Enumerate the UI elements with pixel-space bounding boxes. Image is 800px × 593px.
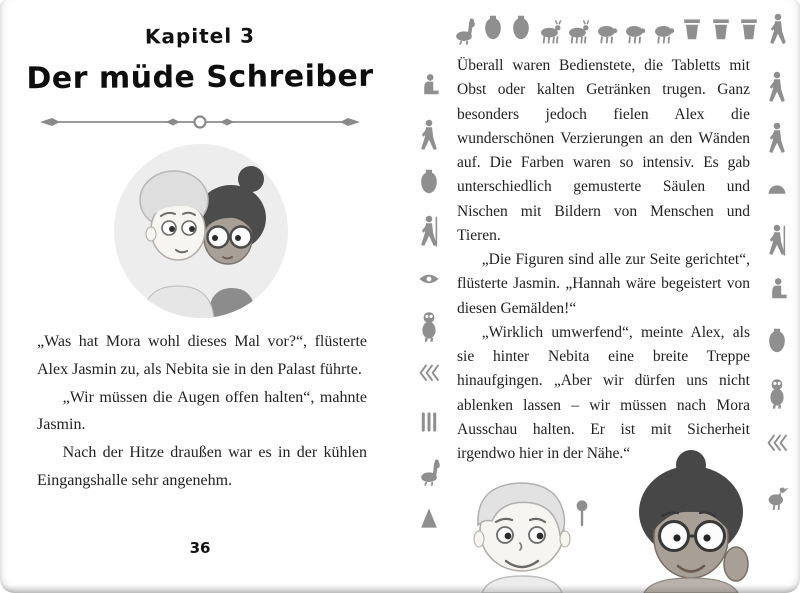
hieroglyph-right-border [760, 70, 794, 512]
divider-ornament-icon [38, 114, 362, 130]
page-number: 36 [189, 539, 211, 557]
hieroglyph-vase-icon [509, 12, 533, 46]
hieroglyph-cow-icon [538, 12, 562, 46]
hieroglyph-person-seated-icon [765, 274, 789, 308]
book-bottom-edge [0, 585, 800, 593]
hieroglyph-vase-icon [481, 12, 505, 46]
hieroglyph-basket-icon [680, 12, 704, 46]
paragraph: „Wirklich umwerfend“, meinte Alex, als sie hinter Nebita eine breite Treppe hinaufgingen. „Aber wir dürfen uns nicht ablenken lassen – wir müssen nach Mora Ausschau halten. Er ist mit Sicherheit irgendwo hier in der Nähe.“ [457, 323, 750, 462]
hieroglyph-bars-icon [417, 405, 441, 439]
hieroglyph-sheep-icon [623, 12, 647, 46]
hieroglyph-sheep-icon [652, 12, 676, 46]
children-whispering-illustration [112, 142, 290, 320]
chapter-title: Der müde Schreiber [26, 58, 374, 97]
hieroglyph-goose-icon [417, 453, 441, 487]
hieroglyph-halfcircle-icon [765, 172, 789, 206]
hieroglyph-person-icon [765, 121, 789, 155]
hieroglyph-basket-icon [737, 12, 761, 46]
hieroglyph-person-staff-icon [417, 214, 441, 248]
hieroglyph-owl-icon [417, 309, 441, 343]
hieroglyph-left-border [412, 70, 446, 535]
hieroglyph-cow-icon [566, 12, 590, 46]
boy-illustration [462, 475, 582, 593]
paragraph: Überall waren Bedienstete, die Tabletts mit Obst oder kalten Getränken trugen. Ganz besonders jedoch fielen Alex die wunderschönen Verzierungen an den Wänden auf. Die Farben waren so intensiv. Es gab unterschiedlich gemusterte Säulen und Nischen mit Bildern von Menschen und Tieren. [457, 57, 750, 244]
girl-illustration [616, 448, 766, 593]
hieroglyph-person-icon [766, 12, 790, 46]
chapter-label: Kapitel 3 [144, 23, 256, 49]
hieroglyph-vase-icon [417, 166, 441, 200]
right-page [400, 0, 800, 593]
hieroglyph-person-seated-icon [417, 70, 441, 104]
hieroglyph-person-staff-icon [765, 223, 789, 257]
paragraph: „Was hat Mora wohl dieses Mal vor?“, flüsterte Alex Jasmin zu, als Nebita sie in den Palast führte. [37, 333, 367, 378]
hieroglyph-goose-icon [452, 12, 476, 46]
hieroglyph-basket-icon [709, 12, 733, 46]
hieroglyph-triangle-icon [417, 501, 441, 535]
paragraph: „Wir müssen die Augen offen halten“, mahnte Jasmin. [37, 388, 367, 434]
hieroglyph-person-icon [417, 118, 441, 152]
hieroglyph-eye-icon [417, 262, 441, 296]
hieroglyph-bird-icon [765, 478, 789, 512]
hieroglyph-person-icon [765, 70, 789, 104]
hieroglyph-vase-icon [765, 325, 789, 359]
hieroglyph-top-border [452, 12, 790, 46]
paragraph: Nach der Hitze draußen war es in der kühlen Eingangshalle sehr angenehm. [37, 444, 367, 490]
hieroglyph-sheep-icon [595, 12, 619, 46]
left-page-text [37, 328, 367, 495]
hieroglyph-chevrons-icon [417, 357, 441, 391]
hieroglyph-chevrons-icon [765, 427, 789, 461]
hieroglyph-owl-icon [765, 376, 789, 410]
right-page-text [457, 54, 750, 466]
paragraph: „Die Figuren sind alle zur Seite gerichtet“, flüsterte Jasmin. „Hannah wäre begeistert von diesen Gemälden!“ [457, 251, 750, 317]
